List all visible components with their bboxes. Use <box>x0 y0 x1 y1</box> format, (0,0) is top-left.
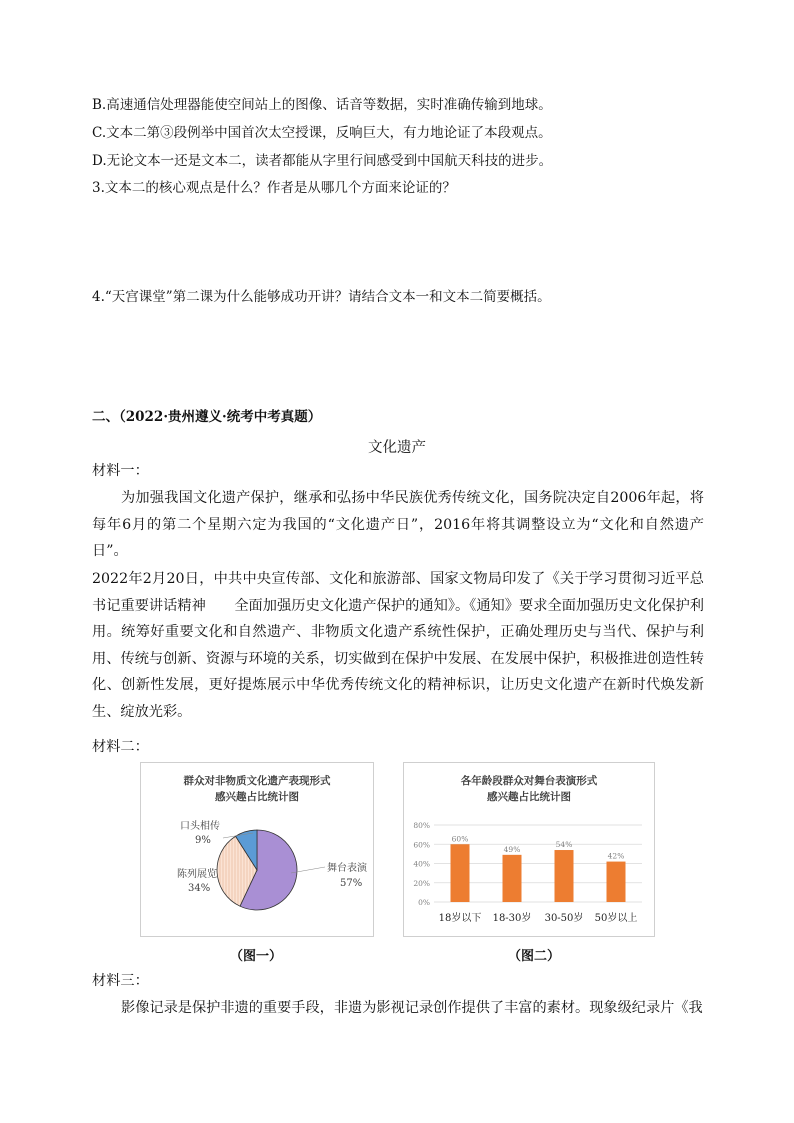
material1-paragraph-1: 为加强我国文化遗产保护，继承和弘扬中华民族优秀传统文化，国务院决定自2006年起，将每年6月的第二个星期六定为我国的“文化遗产日”，2016年将其调整设立为“文化和自然遗产日”。 <box>92 490 704 559</box>
material2-label: 材料二： <box>92 739 149 755</box>
bar-y-tick-label: 0% <box>418 898 430 907</box>
figure-2-caption: （图二） <box>508 949 561 964</box>
bar-category-label: 18-30岁 <box>492 913 532 924</box>
material1-label: 材料一： <box>92 463 149 479</box>
pie-chart-frame <box>140 762 374 937</box>
bar-category-label: 50岁以上 <box>594 913 638 924</box>
bar-value-label: 60% <box>451 834 469 844</box>
bar-y-tick-label: 40% <box>413 859 430 869</box>
bar-y-tick-label: 60% <box>413 840 430 850</box>
material3-paragraph-1: 影像记录是保护非遗的重要手段，非遗为影视记录创作提供了丰富的素材。现象级纪录片《我 <box>121 1000 703 1016</box>
pie-value-stage: 57% <box>340 878 363 889</box>
bar-2 <box>503 855 522 902</box>
pie-label-oral: 口头相传 <box>180 821 220 832</box>
bar-1 <box>451 844 470 902</box>
bar-y-tick-label: 20% <box>413 878 430 888</box>
bar-chart-title: 各年龄段群众对舞台表演形式 <box>460 775 598 787</box>
bar-chart-subtitle: 感兴趣占比统计图 <box>487 791 571 803</box>
bar-3 <box>555 850 574 902</box>
pie-label-exhibition: 陈列展览 <box>177 869 217 880</box>
pie-chart-title: 群众对非物质文化遗产表现形式 <box>183 775 331 787</box>
material3-label: 材料三： <box>92 973 149 989</box>
pie-chart-subtitle: 感兴趣占比统计图 <box>215 791 299 803</box>
pie-value-exhibition: 34% <box>188 883 211 894</box>
bar-value-label: 54% <box>555 840 573 850</box>
question-4: 4.“天宫课堂”第二课为什么能够成功开讲？请结合文本一和文本二简要概括。 <box>92 289 551 305</box>
option-b: B.高速通信处理器能使空间站上的图像、话音等数据，实时准确传输到地球。 <box>92 97 552 113</box>
option-d: D.无论文本一还是文本二，读者都能从字里行间感受到中国航天科技的进步。 <box>92 153 553 169</box>
section-header: 二、（2022·贵州遵义·统考中考真题） <box>92 409 322 425</box>
pie-value-oral: 9% <box>195 835 211 846</box>
figure-1-caption: （图一） <box>230 949 283 964</box>
pie-label-stage: 舞台表演 <box>327 863 367 874</box>
bar-value-label: 49% <box>503 844 521 854</box>
pie-chart <box>141 763 373 936</box>
option-c: C.文本二第③段例举中国首次太空授课，反响巨大，有力地论证了本段观点。 <box>92 125 552 141</box>
material1-paragraph-2: 2022年2月20日，中共中央宣传部、文化和旅游部、国家文物局印发了《关于学习贯彻习近平总书记重要讲话精神 全面加强历史文化遗产保护的通知》。《通知》要求全面加强历史文化保护利用。统筹好重要文化和自然遗产、非物质文化遗产系统性保护，正确处理历史与当代、保护与利用、传统与创新、资源与环境的关系，切实做到在保护中发展、在发展中保护，积极推进创造性转化、创新性发展，更好提炼展示中华优秀传统文化的精神标识，让历史文化遗产在新时代焕发新生、绽放光彩。 <box>92 571 704 720</box>
bar-value-label: 42% <box>607 851 625 861</box>
question-3: 3.文本二的核心观点是什么？作者是从哪几个方面来论证的？ <box>92 180 456 196</box>
bar-4 <box>607 862 626 902</box>
bar-chart-frame <box>403 762 655 937</box>
bar-category-label: 30-50岁 <box>544 913 584 924</box>
bar-category-label: 18岁以下 <box>438 913 482 924</box>
bar-chart <box>404 763 654 936</box>
passage-title: 文化遗产 <box>368 440 426 456</box>
bar-y-tick-label: 80% <box>413 821 430 830</box>
